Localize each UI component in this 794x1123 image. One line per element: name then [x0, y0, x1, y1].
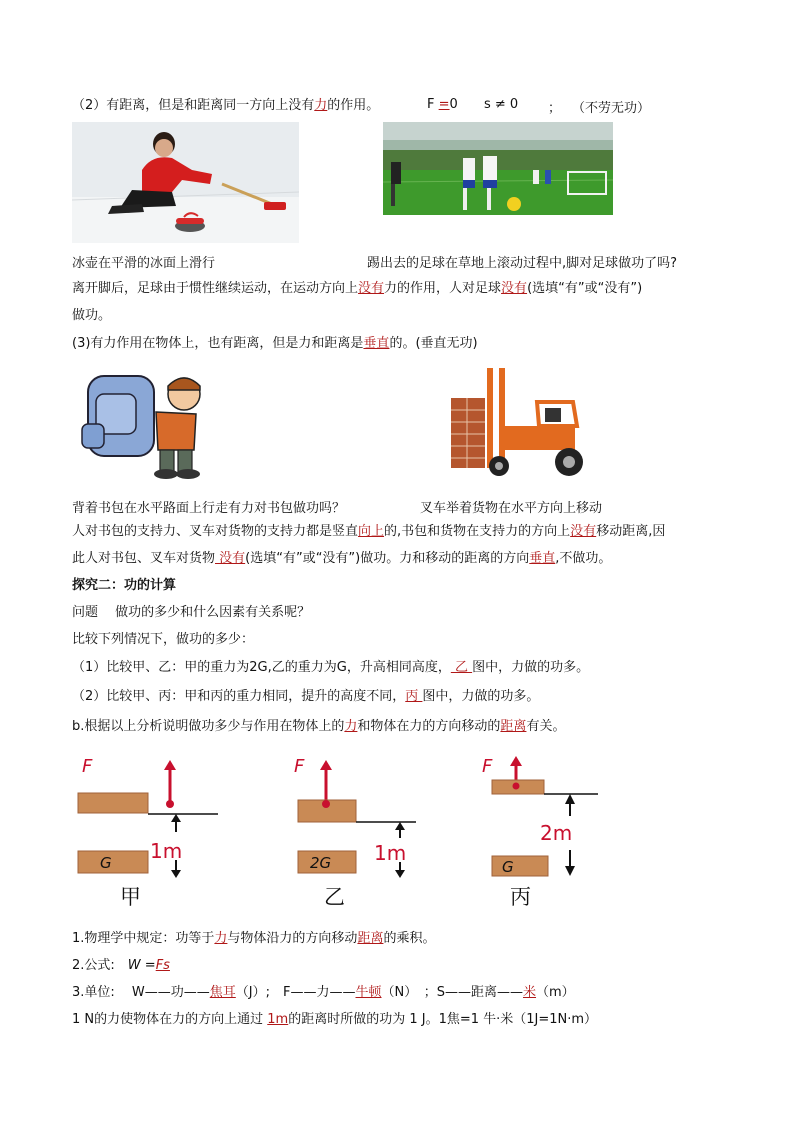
diagram-name: 甲 — [120, 885, 141, 909]
definition-3: 3.单位: W——功——焦耳（J）; F——力——牛顿（N） ；S——距离——米（m） — [72, 985, 575, 1000]
weight-label: G — [100, 854, 112, 872]
definition-1: 1.物理学中规定：功等于力与物体沿力的方向移动距离的乘积。 — [72, 931, 436, 946]
explore-title: 探究二：功的计算 — [72, 578, 177, 593]
explore-question: 问题 做功的多少和什么因素有关系呢？ — [72, 605, 311, 620]
force-label: F — [482, 756, 493, 777]
paragraph-soccer-line1: 离开脚后，足球由于惯性继续运动，在运动方向上没有力的作用，人对足球没有(选填“有”或“没有”) — [72, 281, 643, 296]
curling-photo — [72, 122, 299, 243]
soccer-photo — [383, 122, 613, 215]
compare-2: （2）比较甲、丙：甲和丙的重力相同，提升的高度不同，丙 图中，力做的功多。 — [72, 689, 540, 704]
caption-backpack: 背着书包在水平路面上行走有力对书包做功吗？ — [72, 501, 346, 516]
section-2-line: （2）有距离，但是和距离同一方向上没有力的作用。 — [72, 98, 380, 113]
diagram-jia — [72, 752, 232, 910]
distance-label: 1m — [150, 839, 183, 863]
caption-forklift: 叉车举着货物在水平方向上移动 — [420, 501, 603, 516]
weight-label: G — [502, 858, 514, 876]
explore-compare: 比较下列情况下，做功的多少： — [72, 632, 255, 647]
weight-label: 2G — [310, 854, 332, 872]
diagram-name: 乙 — [324, 885, 345, 909]
compare-1: （1）比较甲、乙：甲的重力为2G,乙的重力为G，升高相同高度， 乙 图中，力做的功多。 — [72, 660, 590, 675]
force-label: F — [294, 756, 305, 777]
distance-label: 2m — [540, 821, 573, 845]
paragraph-soccer-line2: 做功。 — [72, 308, 112, 323]
diagram-yi — [292, 752, 452, 910]
force-label: F — [82, 756, 93, 777]
paragraph-support-line2: 此人对书包、叉车对货物 没有(选填“有”或“没有”)做功。力和移动的距离的方向垂直,不做功。 — [72, 551, 612, 566]
answer-force: 力 — [314, 98, 328, 113]
section-2-note: （不劳无功） — [572, 101, 651, 116]
diagram-name: 丙 — [510, 885, 531, 909]
caption-soccer: 踢出去的足球在草地上滚动过程中,脚对足球做功了吗? — [367, 256, 678, 271]
definition-4: 1 N的力使物体在力的方向上通过 1m的距离时所做的功为 1 J。1焦=1 牛·米（1J=1N·m） — [72, 1012, 598, 1027]
caption-curling: 冰壶在平滑的冰面上滑行 — [72, 256, 216, 271]
forklift-photo — [447, 362, 597, 482]
paragraph-support-line1: 人对书包的支持力、叉车对货物的支持力都是竖直向上的,书包和货物在支持力的方向上没有移动距离,因 — [72, 524, 666, 539]
formula-f0: F =0 — [427, 97, 458, 112]
section-3-line: (3)有力作用在物体上，也有距离，但是力和距离是垂直的。(垂直无功) — [72, 336, 478, 351]
conclusion-b: b.根据以上分析说明做功多少与作用在物体上的力和物体在力的方向移动的距离有关。 — [72, 719, 566, 734]
diagram-bing — [478, 752, 638, 910]
backpack-cartoon — [76, 364, 222, 482]
definition-2: 2.公式: W =Fs — [72, 958, 170, 973]
distance-label: 1m — [374, 841, 407, 865]
formula-s: s ≠ 0 — [484, 97, 519, 112]
